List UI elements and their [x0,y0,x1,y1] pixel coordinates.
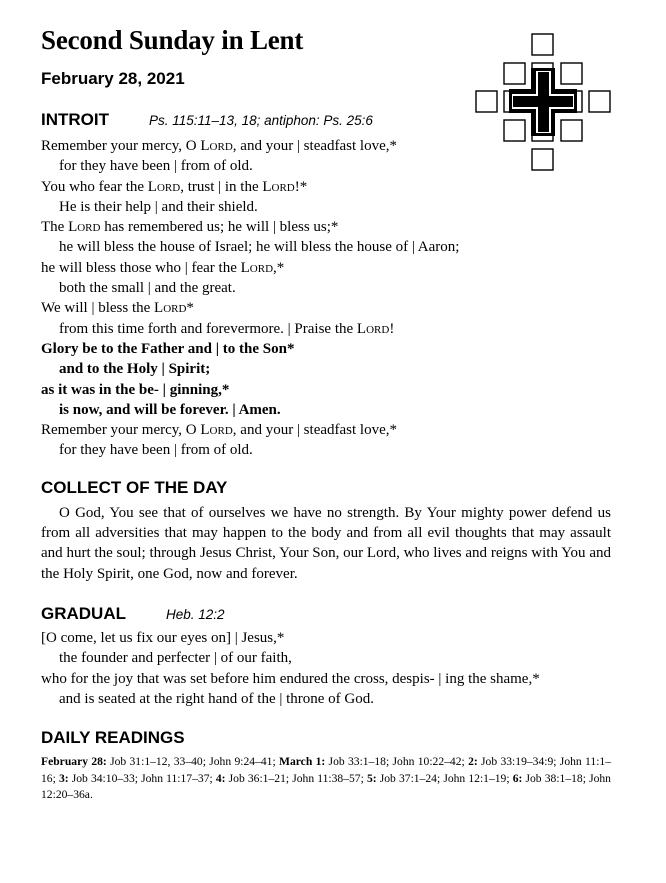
reading-refs: Job 36:1–21; John 11:38–57; [225,771,367,785]
gradual-line: [O come, let us fix our eyes on] | Jesus,* [41,630,285,646]
collect-heading: COLLECT OF THE DAY [41,478,228,497]
reading-day: 2: [468,755,478,768]
introit-line: The Lord has remembered us; he will | bless us;* [41,219,339,236]
reading-refs: Job 33:1–18; John 10:22–42; [325,755,469,768]
introit-line: he will bless those who | fear the Lord,* [41,259,285,276]
introit-line: Remember your mercy, O Lord, and your | steadfast love,* [41,422,397,439]
gradual-text [41,628,631,709]
reading-day: 6: [512,771,523,785]
introit-title: INTROIT [41,110,109,129]
daily-readings-text [41,754,611,804]
introit-line: for they have been | from of old. [59,158,253,175]
introit-line: from this time forth and forevermore. | Praise the Lord! [59,320,395,337]
introit-line: he will bless the house of Israel; he will bless the house of | Aaron; [59,239,460,256]
gradual-line: the founder and perfecter | of our faith, [59,650,292,667]
introit-line: Remember your mercy, O Lord, and your | steadfast love,* [41,138,397,154]
introit-line: is now, and will be forever. | Amen. [59,401,281,418]
reading-day: 4: [215,771,226,785]
introit-line: and to the Holy | Spirit; [59,361,211,378]
reading-refs: Job 31:1–12, 33–40; John 9:24–41; [106,755,279,768]
page-title: Second Sunday in Lent [41,25,304,55]
introit-text [41,136,631,461]
introit-line: We will | bless the Lord* [41,300,194,317]
reading-refs: Job 38:1–18; John 12:20–36a. [41,771,611,802]
gradual-heading [41,604,225,624]
reading-day: 3: [58,771,69,785]
introit-line: Glory be to the Father and | to the Son* [41,340,295,357]
reading-day: 5: [366,771,377,785]
reading-day: March 1: [279,755,326,768]
introit-line: for they have been | from of old. [59,442,253,459]
reading-refs: Job 34:10–33; John 11:17–37; [68,771,216,785]
reading-refs: Job 37:1–24; John 12:1–19; [376,771,513,785]
gradual-line: who for the joy that was set before him endured the cross, despis- | ing the shame,* [41,670,540,687]
reading-day: February 28: [41,755,107,768]
daily-readings-heading: DAILY READINGS [41,728,185,747]
introit-reference: Ps. 115:11–13, 18; antiphon: Ps. 25:6 [149,113,373,128]
reading-refs: Job 33:19–34:9; John 11:1–16; [41,755,612,785]
introit-line: as it was in the be- | ginning,* [41,381,230,398]
gradual-reference: Heb. 12:2 [166,607,225,622]
service-date: February 28, 2021 [41,69,185,88]
introit-heading [41,110,373,130]
gradual-title: GRADUAL [41,604,126,623]
introit-line: He is their help | and their shield. [59,198,258,215]
gradual-line: and is seated at the right hand of the | throne of God. [59,690,374,707]
collect-text: O God, You see that of ourselves we have no strength. By Your mighty power defend us from all adversities that may happen to the body and from all evil thoughts that may assault and hurt the soul; through Jesus Christ, Your Son, our Lord, who lives and reigns with You and the Holy Spirit, one God, now and forever. [41,505,611,582]
introit-line: both the small | and the great. [59,280,236,297]
introit-line: You who fear the Lord, trust | in the Lord!* [41,178,308,195]
